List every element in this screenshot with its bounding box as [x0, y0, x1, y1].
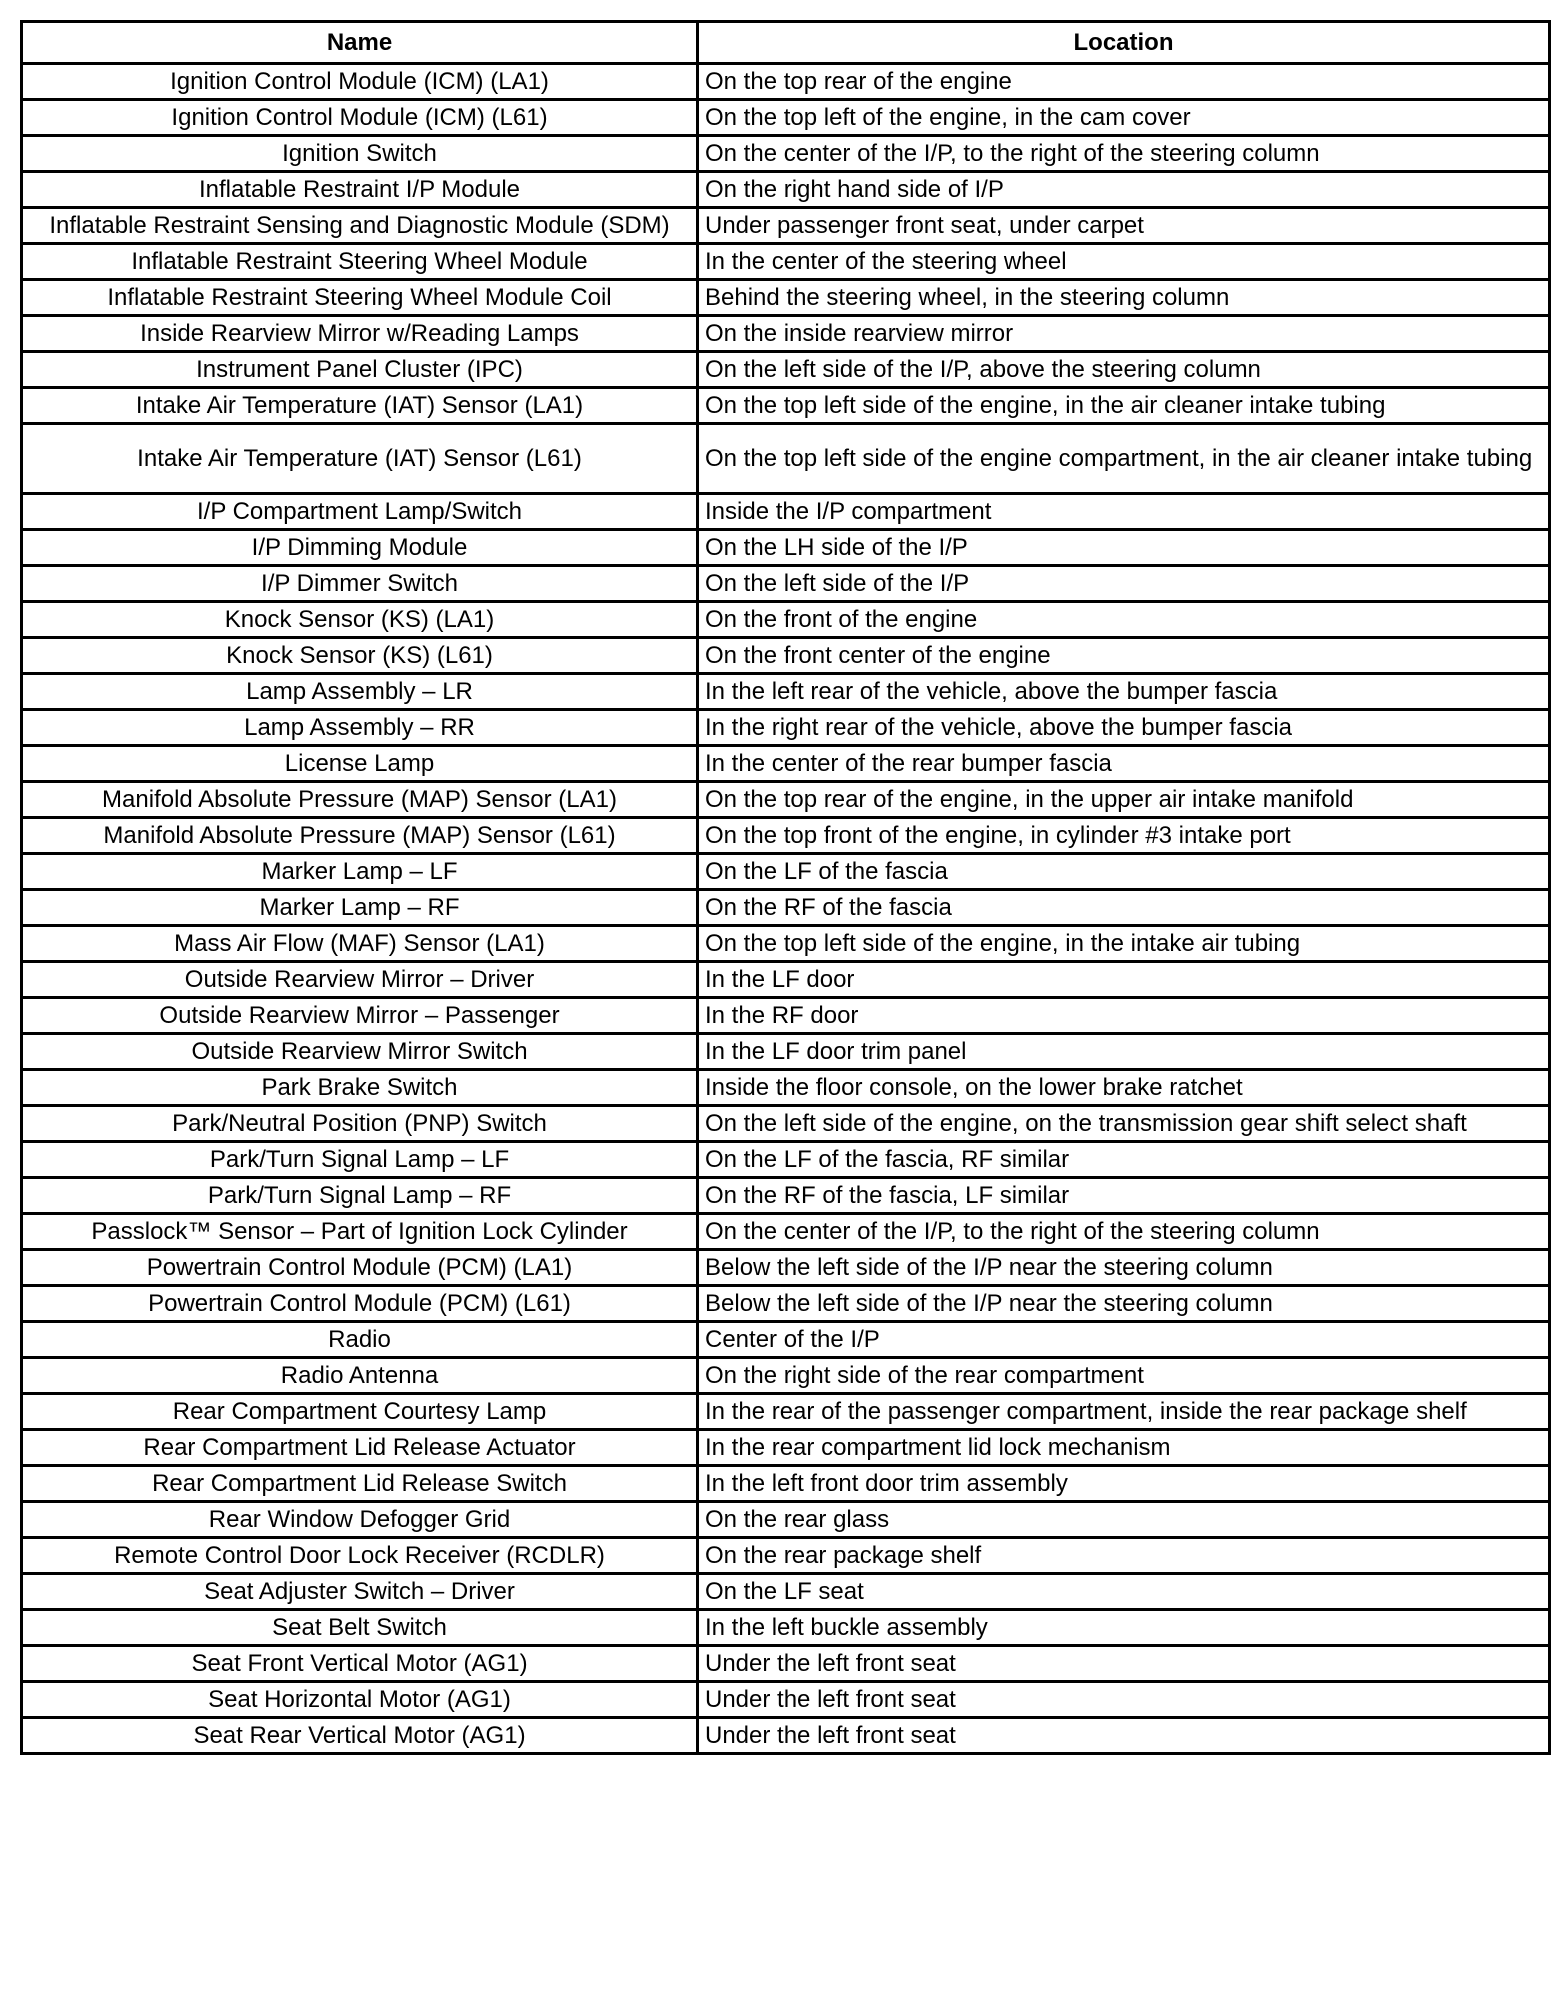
table-row — [22, 998, 1550, 1034]
table-row — [22, 1142, 1550, 1178]
component-name-cell: Powertrain Control Module (PCM) (LA1) — [22, 1250, 698, 1286]
component-name-cell: I/P Dimmer Switch — [22, 566, 698, 602]
component-location-cell: On the rear glass — [698, 1502, 1550, 1538]
component-name-cell: Remote Control Door Lock Receiver (RCDLR) — [22, 1538, 698, 1574]
name-column-header: Name — [22, 22, 698, 64]
component-name-cell: Manifold Absolute Pressure (MAP) Sensor (L61) — [22, 818, 698, 854]
component-location-cell: Below the left side of the I/P near the steering column — [698, 1250, 1550, 1286]
table-row — [22, 746, 1550, 782]
component-name-cell: Lamp Assembly – RR — [22, 710, 698, 746]
table-row — [22, 1682, 1550, 1718]
component-location-cell: On the right side of the rear compartment — [698, 1358, 1550, 1394]
component-location-cell: In the LF door trim panel — [698, 1034, 1550, 1070]
component-name-cell: I/P Compartment Lamp/Switch — [22, 494, 698, 530]
table-row — [22, 1430, 1550, 1466]
component-location-cell: On the top rear of the engine — [698, 64, 1550, 100]
table-row — [22, 638, 1550, 674]
component-location-cell: On the LF of the fascia, RF similar — [698, 1142, 1550, 1178]
location-column-header: Location — [698, 22, 1550, 64]
component-location-cell: Under the left front seat — [698, 1682, 1550, 1718]
table-row — [22, 494, 1550, 530]
component-location-cell: Inside the I/P compartment — [698, 494, 1550, 530]
component-name-cell: Seat Horizontal Motor (AG1) — [22, 1682, 698, 1718]
table-row — [22, 854, 1550, 890]
table-row — [22, 1394, 1550, 1430]
component-location-cell: On the top left side of the engine compartment, in the air cleaner intake tubing — [698, 424, 1550, 494]
component-name-cell: Rear Window Defogger Grid — [22, 1502, 698, 1538]
component-name-cell: Park Brake Switch — [22, 1070, 698, 1106]
component-name-cell: Seat Adjuster Switch – Driver — [22, 1574, 698, 1610]
component-name-cell: Intake Air Temperature (IAT) Sensor (L61) — [22, 424, 698, 494]
component-location-cell: In the rear compartment lid lock mechanism — [698, 1430, 1550, 1466]
table-row — [22, 890, 1550, 926]
component-location-cell: On the top front of the engine, in cylinder #3 intake port — [698, 818, 1550, 854]
component-name-cell: Lamp Assembly – LR — [22, 674, 698, 710]
table-row — [22, 280, 1550, 316]
component-location-cell: On the front center of the engine — [698, 638, 1550, 674]
table-row — [22, 1358, 1550, 1394]
table-row — [22, 926, 1550, 962]
component-name-cell: Ignition Control Module (ICM) (L61) — [22, 100, 698, 136]
component-location-cell: On the right hand side of I/P — [698, 172, 1550, 208]
component-location-cell: On the top rear of the engine, in the upper air intake manifold — [698, 782, 1550, 818]
table-row — [22, 1610, 1550, 1646]
component-name-cell: Inflatable Restraint Steering Wheel Module Coil — [22, 280, 698, 316]
table-row — [22, 1574, 1550, 1610]
table-row — [22, 962, 1550, 998]
component-name-cell: Seat Belt Switch — [22, 1610, 698, 1646]
component-location-cell: In the left rear of the vehicle, above the bumper fascia — [698, 674, 1550, 710]
table-row — [22, 566, 1550, 602]
component-name-cell: Rear Compartment Lid Release Actuator — [22, 1430, 698, 1466]
table-row — [22, 1034, 1550, 1070]
component-location-cell: On the top left side of the engine, in the intake air tubing — [698, 926, 1550, 962]
component-location-cell: Under the left front seat — [698, 1646, 1550, 1682]
component-name-cell: Outside Rearview Mirror – Passenger — [22, 998, 698, 1034]
table-row — [22, 1178, 1550, 1214]
component-location-cell: On the RF of the fascia, LF similar — [698, 1178, 1550, 1214]
component-location-cell: Under passenger front seat, under carpet — [698, 208, 1550, 244]
component-location-cell: In the center of the steering wheel — [698, 244, 1550, 280]
table-row — [22, 1646, 1550, 1682]
component-location-cell: On the inside rearview mirror — [698, 316, 1550, 352]
component-location-cell: On the left side of the engine, on the transmission gear shift select shaft — [698, 1106, 1550, 1142]
table-row — [22, 352, 1550, 388]
component-location-cell: On the left side of the I/P, above the steering column — [698, 352, 1550, 388]
component-location-cell: On the center of the I/P, to the right of the steering column — [698, 1214, 1550, 1250]
table-row — [22, 710, 1550, 746]
table-row — [22, 674, 1550, 710]
table-row — [22, 424, 1550, 494]
component-location-cell: On the top left of the engine, in the cam cover — [698, 100, 1550, 136]
component-location-cell: In the left buckle assembly — [698, 1610, 1550, 1646]
component-location-cell: In the right rear of the vehicle, above the bumper fascia — [698, 710, 1550, 746]
component-name-cell: Instrument Panel Cluster (IPC) — [22, 352, 698, 388]
table-row — [22, 388, 1550, 424]
table-row — [22, 1250, 1550, 1286]
component-location-cell: On the front of the engine — [698, 602, 1550, 638]
component-name-cell: Radio — [22, 1322, 698, 1358]
component-location-cell: On the LH side of the I/P — [698, 530, 1550, 566]
table-row — [22, 1718, 1550, 1754]
component-name-cell: Outside Rearview Mirror – Driver — [22, 962, 698, 998]
component-name-cell: Radio Antenna — [22, 1358, 698, 1394]
component-name-cell: Park/Turn Signal Lamp – RF — [22, 1178, 698, 1214]
table-row — [22, 316, 1550, 352]
component-name-cell: Park/Neutral Position (PNP) Switch — [22, 1106, 698, 1142]
table-row — [22, 172, 1550, 208]
component-location-cell: Below the left side of the I/P near the steering column — [698, 1286, 1550, 1322]
table-row — [22, 782, 1550, 818]
component-name-cell: Seat Rear Vertical Motor (AG1) — [22, 1718, 698, 1754]
component-location-cell: On the rear package shelf — [698, 1538, 1550, 1574]
component-location-table — [20, 20, 1551, 1755]
component-name-cell: Outside Rearview Mirror Switch — [22, 1034, 698, 1070]
component-name-cell: Rear Compartment Lid Release Switch — [22, 1466, 698, 1502]
table-row — [22, 1106, 1550, 1142]
component-location-cell: Inside the floor console, on the lower brake ratchet — [698, 1070, 1550, 1106]
table-row — [22, 1286, 1550, 1322]
component-location-cell: On the center of the I/P, to the right of the steering column — [698, 136, 1550, 172]
component-location-cell: On the LF seat — [698, 1574, 1550, 1610]
component-name-cell: Manifold Absolute Pressure (MAP) Sensor (LA1) — [22, 782, 698, 818]
table-row — [22, 1214, 1550, 1250]
table-row — [22, 530, 1550, 566]
table-row — [22, 1466, 1550, 1502]
component-name-cell: Marker Lamp – LF — [22, 854, 698, 890]
component-name-cell: Intake Air Temperature (IAT) Sensor (LA1) — [22, 388, 698, 424]
component-name-cell: Rear Compartment Courtesy Lamp — [22, 1394, 698, 1430]
component-name-cell: Inflatable Restraint Sensing and Diagnostic Module (SDM) — [22, 208, 698, 244]
table-row — [22, 1070, 1550, 1106]
component-name-cell: Inside Rearview Mirror w/Reading Lamps — [22, 316, 698, 352]
component-location-cell: In the LF door — [698, 962, 1550, 998]
table-row — [22, 136, 1550, 172]
component-name-cell: Inflatable Restraint I/P Module — [22, 172, 698, 208]
table-body — [22, 64, 1550, 1754]
table-row — [22, 818, 1550, 854]
component-location-cell: In the RF door — [698, 998, 1550, 1034]
component-name-cell: Mass Air Flow (MAF) Sensor (LA1) — [22, 926, 698, 962]
component-name-cell: I/P Dimming Module — [22, 530, 698, 566]
component-name-cell: Marker Lamp – RF — [22, 890, 698, 926]
component-location-cell: Behind the steering wheel, in the steering column — [698, 280, 1550, 316]
table-row — [22, 1322, 1550, 1358]
table-row — [22, 602, 1550, 638]
header-row — [22, 22, 1550, 64]
component-location-cell: In the center of the rear bumper fascia — [698, 746, 1550, 782]
component-location-cell: In the left front door trim assembly — [698, 1466, 1550, 1502]
table-row — [22, 100, 1550, 136]
component-location-cell: In the rear of the passenger compartment, inside the rear package shelf — [698, 1394, 1550, 1430]
component-name-cell: Seat Front Vertical Motor (AG1) — [22, 1646, 698, 1682]
component-location-cell: On the left side of the I/P — [698, 566, 1550, 602]
component-name-cell: Ignition Control Module (ICM) (LA1) — [22, 64, 698, 100]
component-name-cell: Knock Sensor (KS) (L61) — [22, 638, 698, 674]
component-name-cell: Powertrain Control Module (PCM) (L61) — [22, 1286, 698, 1322]
component-location-cell: On the LF of the fascia — [698, 854, 1550, 890]
component-name-cell: Park/Turn Signal Lamp – LF — [22, 1142, 698, 1178]
table-row — [22, 1502, 1550, 1538]
component-location-cell: Under the left front seat — [698, 1718, 1550, 1754]
component-location-cell: On the top left side of the engine, in the air cleaner intake tubing — [698, 388, 1550, 424]
component-name-cell: Passlock™ Sensor – Part of Ignition Lock Cylinder — [22, 1214, 698, 1250]
component-name-cell: Ignition Switch — [22, 136, 698, 172]
component-location-cell: Center of the I/P — [698, 1322, 1550, 1358]
table-row — [22, 64, 1550, 100]
component-name-cell: Inflatable Restraint Steering Wheel Module — [22, 244, 698, 280]
component-name-cell: Knock Sensor (KS) (LA1) — [22, 602, 698, 638]
component-location-cell: On the RF of the fascia — [698, 890, 1550, 926]
component-name-cell: License Lamp — [22, 746, 698, 782]
table-row — [22, 208, 1550, 244]
table-row — [22, 1538, 1550, 1574]
table-row — [22, 244, 1550, 280]
